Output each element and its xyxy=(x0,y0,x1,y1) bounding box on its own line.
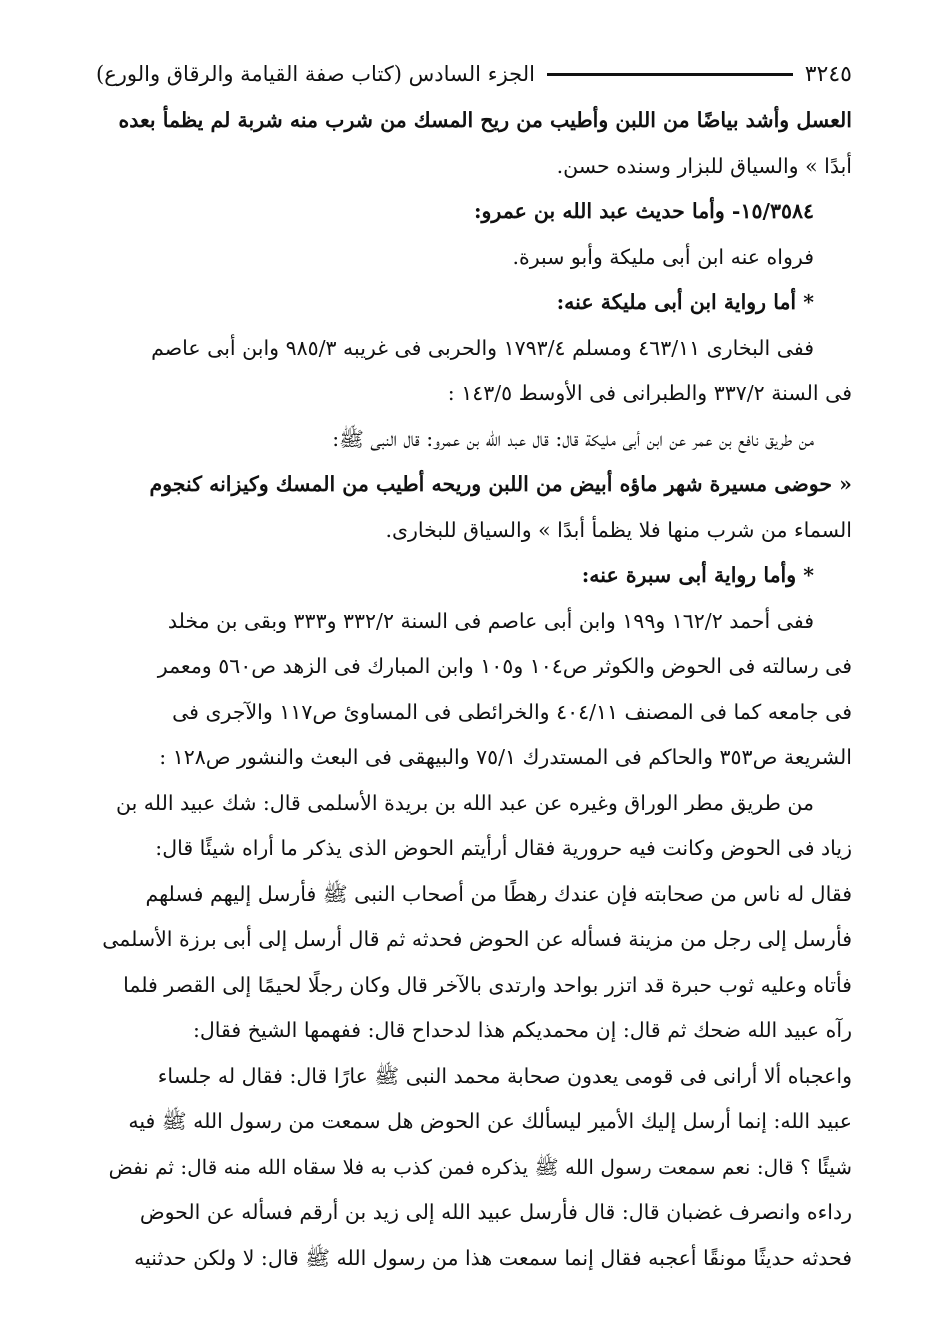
page-header xyxy=(96,52,852,96)
running-title: الجزء السادس (كتاب صفة القيامة والرقاق والورع) xyxy=(96,62,535,86)
text-line: عبيد الله: إنما أرسل إليك الأمير ليسألك عن الحوض هل سمعت من رسول الله ﷺ فيه xyxy=(128,1109,852,1133)
body-text xyxy=(96,98,852,1281)
text-line: زياد فى الحوض وكانت فيه حرورية فقال أرأيتم الحوض الذى يذكر ما أراه شيئًا قال: xyxy=(155,836,852,860)
text-line: فى السنة ٣٣٧/٢ والطبرانى فى الأوسط ١٤٣/٥ : xyxy=(447,381,852,405)
text-line: فى رسالته فى الحوض والكوثر ص١٠٤ و١٠٥ وابن المبارك فى الزهد ص٥٦٠ ومعمر xyxy=(157,654,852,678)
text-line: من طريق نافع بن عمر عن ابن أبى مليكة قال: قال عبد الله بن عمرو: قال النبى ﷺ: xyxy=(332,426,814,451)
text-line: رآه عبيد الله ضحك ثم قال: إن محمديكم هذا لدحداح قال: ففهمها الشيخ فقال: xyxy=(192,1018,852,1042)
text-line: * وأما رواية أبى سبرة عنه: xyxy=(581,563,814,587)
text-line: فى جامعه كما فى المصنف ٤٠٤/١١ والخرائطى فى المساوئ ص١١٧ والآجرى فى xyxy=(172,699,852,724)
text-line: « حوضى مسيرة شهر ماؤه أبيض من اللبن وريحه أطيب من المسك وكيزانه كنجوم xyxy=(149,472,852,496)
text-line: الشريعة ص٣٥٣ والحاكم فى المستدرك ٧٥/١ والبيهقى فى البعث والنشور ص١٢٨ : xyxy=(159,745,852,769)
text-line: من طريق مطر الوراق وغيره عن عبد الله بن بريدة الأسلمى قال: شك عبيد الله بن xyxy=(115,790,814,815)
text-line: ففى البخارى ٤٦٣/١١ ومسلم ١٧٩٣/٤ والحربى فى غريبه ٩٨٥/٣ وابن أبى عاصم xyxy=(151,335,814,360)
text-line: العسل وأشد بياضًا من اللبن وأطيب من ريح المسك من شرب منه شربة لم يظمأ بعده xyxy=(118,108,852,132)
text-line: رداءه وانصرف غضبان قال: قال فأرسل عبيد الله إلى زيد بن أرقم فسأله عن الحوض xyxy=(139,1200,852,1224)
text-line: السماء من شرب منها فلا يظمأ أبدًا » والسياق للبخارى. xyxy=(385,517,852,542)
text-line: شيئًا ؟ قال: نعم سمعت رسول الله ﷺ يذكره فمن كذب به فلا سقاه الله منه قال: ثم نفض xyxy=(108,1154,852,1179)
text-line: واعجباه ألا أرانى فى قومى يعدون صحابة محمد النبى ﷺ عارًا قال: فقال له جلساء xyxy=(157,1063,852,1088)
text-line: * أما رواية ابن أبى مليكة عنه: xyxy=(556,290,814,314)
text-line: أبدًا » والسياق للبزار وسنده حسن. xyxy=(556,153,852,178)
text-line: فحدثه حديثًا مونقًا أعجبه فقال إنما سمعت هذا من رسول الله ﷺ قال: لا ولكن حدثنيه xyxy=(134,1245,852,1270)
text-line: ففى أحمد ١٦٢/٢ و١٩٩ وابن أبى عاصم فى السنة ٣٣٢/٢ و٣٣٣ وبقى بن مخلد xyxy=(167,608,814,633)
text-line: فرواه عنه ابن أبى مليكة وأبو سبرة. xyxy=(512,244,814,269)
text-line: فأتاه وعليه ثوب حبرة قد اتزر بواحد وارتدى بالآخر قال وكان رجلًا لحيمًا إلى القصر فلما xyxy=(123,972,852,997)
page-number: ٣٢٤٥ xyxy=(804,61,852,87)
text-line: ١٥/٣٥٨٤- وأما حديث عبد الله بن عمرو: xyxy=(473,199,814,223)
header-rule xyxy=(547,73,793,76)
text-line: فأرسل إلى رجل من مزينة فسأله عن الحوض فحدثه ثم قال أرسل إلى أبى برزة الأسلمى xyxy=(102,927,852,951)
text-line: فقال له ناس من صحابته فإن عندك رهطًا من أصحاب النبى ﷺ فأرسل إليهم فسلهم xyxy=(145,881,852,906)
